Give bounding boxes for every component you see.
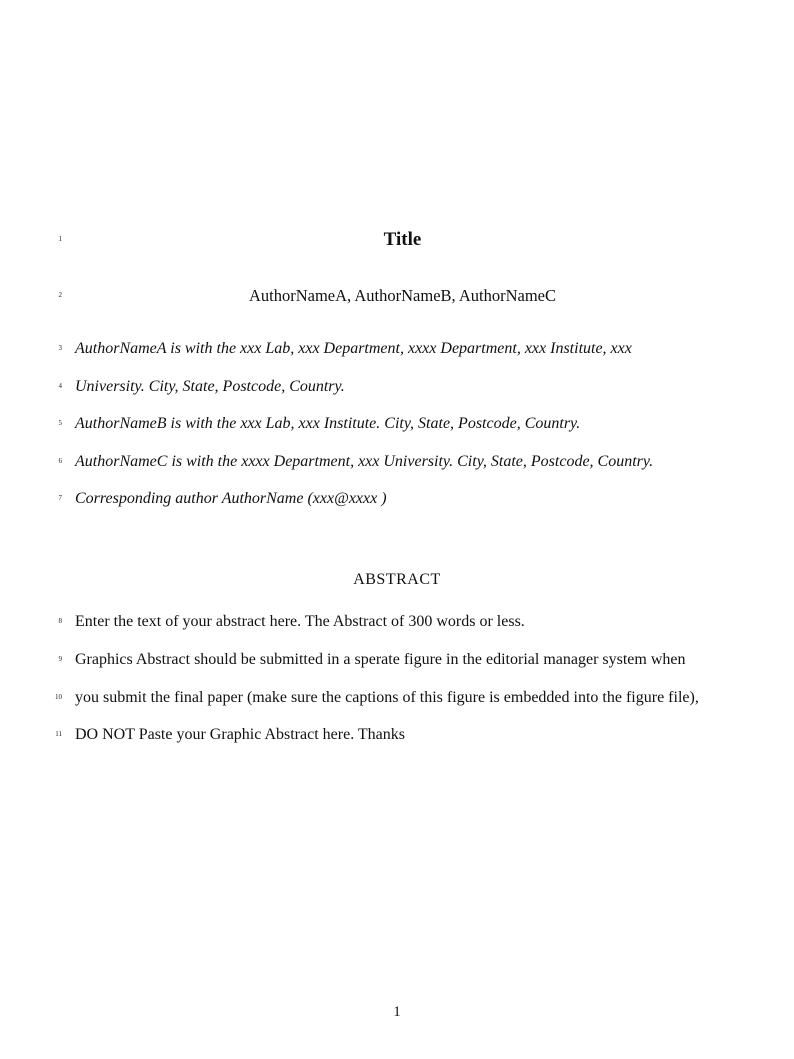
abstract-text: Enter the text of your abstract here. The Abstract of 300 words or less.	[75, 613, 525, 630]
affiliation-text: AuthorNameB is with the xxx Lab, xxx Institute. City, State, Postcode, Country.	[75, 415, 581, 433]
line-number: 7	[58, 494, 62, 503]
line-number: 3	[58, 344, 62, 352]
abstract-line	[0, 679, 794, 717]
line-number: 5	[58, 419, 62, 428]
line-number: 1	[58, 235, 62, 243]
paper-title: Title	[383, 229, 422, 250]
line-number: 10	[55, 692, 62, 701]
line-number: 8	[58, 617, 62, 625]
title-line	[0, 221, 794, 259]
abstract-line	[0, 641, 794, 679]
line-number: 9	[58, 654, 62, 663]
affiliation-text: AuthorNameC is with the xxxx Department, xxx University. City, State, Postcode, Country.	[75, 452, 654, 470]
affiliation-text: AuthorNameA is with the xxx Lab, xxx Department, xxxx Department, xxx Institute, xxx	[75, 340, 632, 357]
abstract-line	[0, 603, 794, 641]
affiliation-line	[0, 443, 794, 481]
line-number: 6	[58, 456, 62, 465]
affiliation-text: University. City, State, Postcode, Country.	[75, 377, 345, 395]
authors-block	[0, 277, 794, 315]
abstract-text: Graphics Abstract should be submitted in a sperate figure in the editorial manager system when	[75, 650, 686, 668]
affiliation-line	[0, 480, 794, 518]
line-number: 2	[58, 291, 62, 299]
affiliation-text: Corresponding author AuthorName (xxx@xxxx )	[75, 490, 387, 508]
authors-line	[0, 277, 794, 315]
abstract-heading: ABSTRACT	[353, 571, 441, 588]
abstract-heading-block	[0, 561, 794, 599]
title-block	[0, 221, 794, 259]
affiliation-block	[0, 330, 794, 518]
line-number: 11	[55, 730, 62, 739]
line-number: 4	[58, 381, 62, 390]
abstract-text: DO NOT Paste your Graphic Abstract here. Thanks	[75, 726, 405, 744]
affiliation-line	[0, 405, 794, 443]
affiliation-line	[0, 330, 794, 368]
abstract-text: you submit the final paper (make sure the captions of this figure is embedded into the figure file),	[75, 688, 699, 706]
affiliation-line	[0, 368, 794, 406]
page-number: 1	[393, 1004, 401, 1020]
authors-text: AuthorNameA, AuthorNameB, AuthorNameC	[248, 286, 557, 305]
abstract-block	[0, 603, 794, 754]
abstract-line	[0, 716, 794, 754]
